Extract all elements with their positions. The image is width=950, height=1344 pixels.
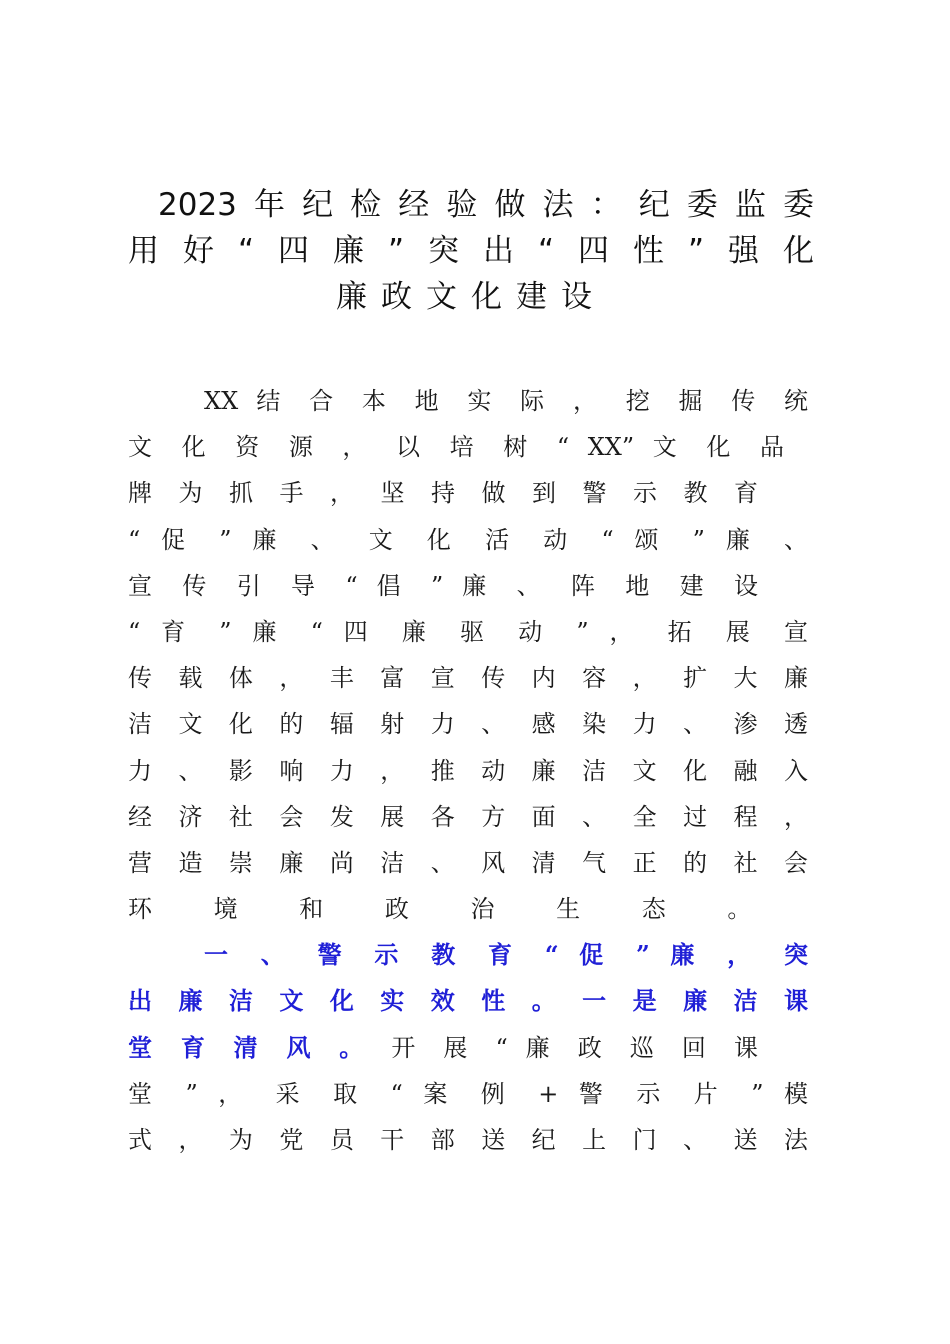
paragraph-line-mixed (128, 1025, 808, 1071)
paragraph-line: “ 促 ” 廉 、 文 化 活 动 “ 颂 ” 廉 、 (128, 525, 808, 554)
paragraph-text: 开 展 “ 廉 政 巡 回 课 (373, 1033, 758, 1062)
document-body (128, 378, 808, 1163)
paragraph-line: 文 化 资 源 ， 以 培 树 “ XX” 文 化 品 (128, 433, 784, 462)
paragraph-line: 经 济 社 会 发 展 各 方 面 、 全 过 程 ， (128, 802, 808, 831)
title-line-1: 2023年纪检经验做法：纪委监委 (158, 187, 814, 223)
paragraph-line: 堂 ” ， 采 取 “ 案 例 + 警 示 片 ” 模 (128, 1079, 808, 1108)
paragraph-line: 力 、 影 响 力 ， 推 动 廉 洁 文 化 融 入 (128, 756, 808, 785)
paragraph-line: XX 结 合 本 地 实 际 ， 挖 掘 传 统 (204, 387, 808, 415)
title-line-2: 用好“四廉”突出“四性”强化 (128, 233, 814, 269)
paragraph-line: 牌 为 抓 手 ， 坚 持 做 到 警 示 教 育 (128, 479, 758, 508)
document-title (128, 182, 814, 320)
title-line-3: 廉政文化建设 (336, 279, 606, 315)
paragraph-line: 营 造 崇 廉 尚 洁 、 风 清 气 正 的 社 会 (128, 848, 808, 877)
paragraph-line: 宣 传 引 导 “ 倡 ” 廉 、 阵 地 建 设 (128, 571, 758, 600)
paragraph-line: 式 ， 为 党 员 干 部 送 纪 上 门 、 送 法 (128, 1126, 808, 1154)
section-heading-line: 出 廉 洁 文 化 实 效 性 。 一 是 廉 洁 课 (128, 986, 808, 1016)
subheading-text: 堂 育 清 风 。 (128, 1032, 374, 1062)
paragraph-line: “ 育 ” 廉 “ 四 廉 驱 动 ” ， 拓 展 宣 (128, 617, 808, 646)
paragraph-line: 洁 文 化 的 辐 射 力 、 感 染 力 、 渗 透 (128, 710, 808, 739)
paragraph-line: 传 载 体 ， 丰 富 宣 传 内 容 ， 扩 大 廉 (128, 664, 808, 693)
section-heading-line: 一 、 警 示 教 育 “ 促 ” 廉 ， 突 (204, 940, 808, 970)
paragraph-line: 环 境 和 政 治 生 态 。 (128, 895, 779, 924)
